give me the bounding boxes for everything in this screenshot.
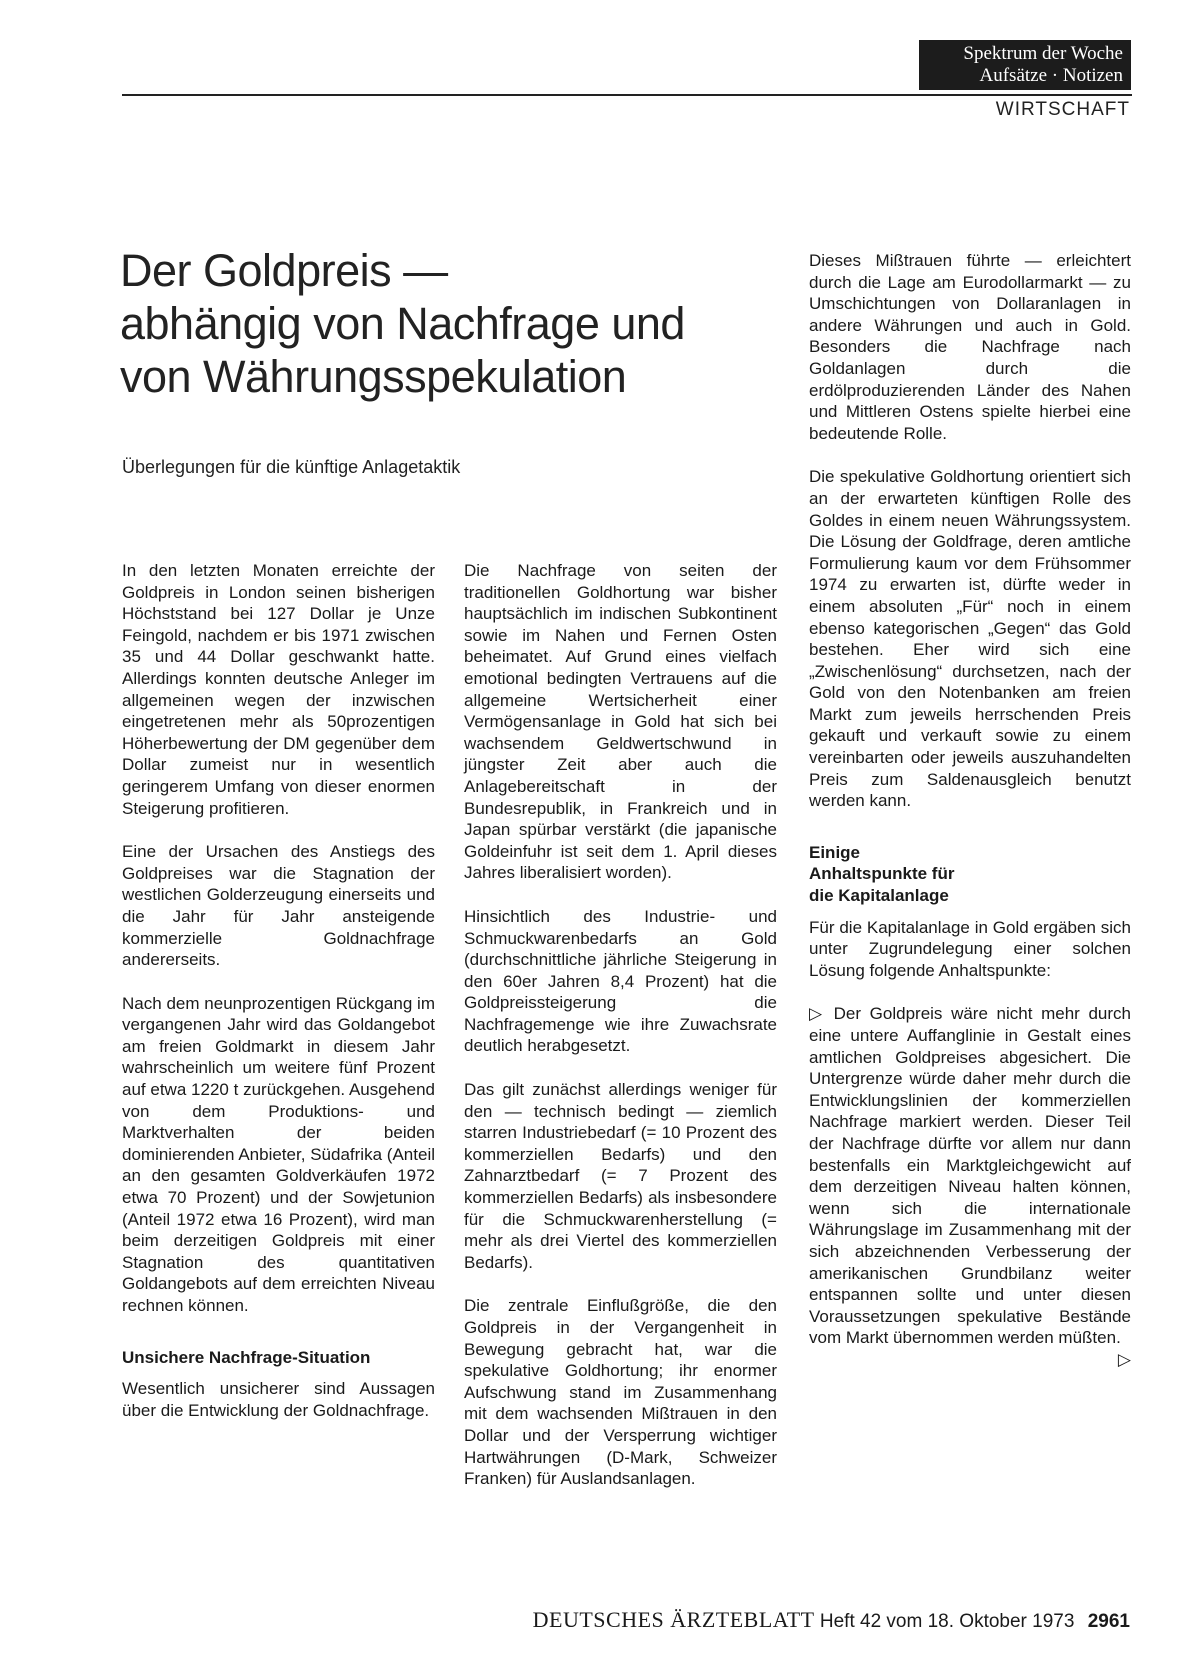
journal-name: DEUTSCHES ÄRZTEBLATT	[532, 1607, 815, 1632]
column-2	[464, 560, 777, 1512]
heading-line-3: die Kapitalanlage	[809, 886, 949, 906]
paragraph: In den letzten Monaten erreichte der Goldpreis in London seinen bisherigen Höchststand bei 127 Dollar je Unze Feingold, nachdem er bis 1971 zwischen 35 und 44 Dollar geschwankt hatte. Allerdings konnten deutsche Anleger im allgemeinen wegen der inzwischen eingetretenen mehr als 50prozentigen Höherbewertung der DM gegenüber dem Dollar zumeist nur in wesentlich geringerem Umfang von dieser enormen Steigerung profitieren.	[122, 561, 435, 818]
paragraph: Nach dem neunprozentigen Rückgang im vergangenen Jahr wird das Goldangebot am freien Goldmarkt in diesem Jahr wahrscheinlich um weitere fünf Prozent auf etwa 1220 t zurückgehen. Ausgehend von dem Produktions- und Marktverhalten der beiden dominierenden Anbieter, Südafrika (Anteil an den gesamten Goldverkäufen 1972 etwa 70 Prozent) und der Sowjetunion (Anteil 1972 etwa 16 Prozent), wird man beim derzeitigen Goldpreis mit einer Stagnation des quantitativen Goldangebots auf dem erreichten Niveau rechnen können.	[122, 993, 435, 1315]
title-line-1: Der Goldpreis —	[120, 245, 448, 296]
section-box-line1: Spektrum der Woche	[963, 43, 1123, 64]
section-label: WIRTSCHAFT	[995, 99, 1130, 120]
title-line-3: von Währungsspekulation	[120, 351, 627, 402]
issue-info: Heft 42 vom 18. Oktober 1973	[819, 1611, 1075, 1632]
bullet-paragraph	[809, 1003, 1131, 1369]
bullet-text: Der Goldpreis wäre nicht mehr durch eine untere Auffanglinie in Gestalt eines amtlichen Goldpreises abgesichert. Die Untergrenze würde daher mehr durch die Entwicklungslinien der kommerziellen Nachfrage markiert werden. Dieser Teil der Nachfrage dürfte vor allem nur dann bestenfalls ein Marktgleichgewicht auf dem derzeitigen Niveau halten können, wenn sich die internationale Währungslage im Zusammenhang mit der sich abzeichnenden Verbesserung der amerikanischen Grundbilanz weiter entspannen sollte und unter diesen Voraussetzungen spekulative Bestände vom Markt übernommen werden müßten.	[809, 1004, 1131, 1348]
heading-line-2: Anhaltspunkte für	[809, 864, 955, 884]
page-footer	[533, 1607, 1130, 1633]
paragraph: Hinsichtlich des Industrie- und Schmuckwarenbedarfs an Gold (durchschnittliche jährliche Steigerung in den 60er Jahren 8,4 Prozent) hat die Goldpreissteigerung die Nachfragemenge wie ihre Zuwachsrate deutlich herabgesetzt.	[464, 906, 777, 1056]
section-box-line2: Aufsätze · Notizen	[979, 65, 1123, 86]
heading-line-1: Einige	[809, 842, 861, 862]
paragraph: Das gilt zunächst allerdings weniger für den — technisch bedingt — ziemlich starren Industriebedarf (= 10 Prozent des kommerziellen Bedarfs) und den Zahnarztbedarf (= 7 Prozent des kommerziellen Bedarfs) als insbesondere für die Schmuckwarenherstellung (= mehr als drei Viertel des kommerziellen Bedarfs).	[464, 1080, 777, 1272]
section-heading	[809, 842, 1131, 907]
paragraph: Die spekulative Goldhortung orientiert sich an der erwarteten künftigen Rolle des Goldes in einem neuen Währungssystem. Die Lösung der Goldfrage, deren amtliche Formulierung kaum vor dem Frühsommer 1974 zu erwarten ist, dürfte weder in einem absoluten „Für“ noch in einem ebenso kategorischen „Gegen“ das Gold bestehen. Eher wird sich eine „Zwischenlösung“ durchsetzen, nach der Gold von den Notenbanken am freien Markt zum jeweils herrschenden Preis gekauft und verkauft sowie zu einem vereinbarten oder jeweils auszuhandelten Preis zum Saldenausgleich benutzt werden kann.	[809, 467, 1131, 811]
header-rule	[122, 94, 1132, 96]
section-heading: Unsichere Nachfrage-Situation	[122, 1347, 371, 1367]
column-3	[809, 250, 1131, 1371]
paragraph: Die zentrale Einflußgröße, die den Goldpreis in der Vergangenheit in Bewegung gebracht hat, war die spekulative Goldhortung; ihr enormer Aufschwung stand im Zusammenhang mit dem wachsenden Mißtrauen in den Dollar und der Versperrung wichtiger Hartwährungen (D-Mark, Schweizer Franken) für Auslandsanlagen.	[464, 1296, 777, 1489]
section-box	[919, 40, 1131, 90]
paragraph: Die Nachfrage von seiten der traditionellen Goldhortung war bisher hauptsächlich im indischen Subkontinent sowie im Nahen und Fernen Osten beheimatet. Auf Grund eines vielfach emotional bedingten Vertrauens auf die allgemeine Wertsicherheit einer Vermögensanlage in Gold hat sich bei wachsendem Geldwertschwund in jüngster Zeit aber auch die Anlagebereitschaft in der Bundesrepublik, in Frankreich und in Japan spürbar verstärkt (die japanische Goldeinfuhr ist seit dem 1. April dieses Jahres liberalisiert worden).	[464, 561, 777, 883]
article-title	[120, 244, 770, 403]
continue-triangle-icon: ▷	[1117, 1349, 1131, 1369]
paragraph: Dieses Mißtrauen führte — erleichtert durch die Lage am Eurodollarmarkt — zu Umschichtungen von Dollaranlagen in andere Währungen und auch in Gold. Besonders die Nachfrage nach Goldanlagen durch die erdölproduzierenden Länder des Nahen und Mittleren Ostens spielte hierbei eine bedeutende Rolle.	[809, 251, 1131, 443]
triangle-bullet-icon: ▷	[809, 1004, 823, 1024]
title-line-2: abhängig von Nachfrage und	[120, 298, 685, 349]
column-1	[122, 560, 435, 1443]
paragraph: Eine der Ursachen des Anstiegs des Goldpreises war die Stagnation der westlichen Golderzeugung einerseits und die Jahr für Jahr ansteigende kommerzielle Goldnachfrage andererseits.	[122, 842, 435, 970]
paragraph: Für die Kapitalanlage in Gold ergäben sich unter Zugrundelegung einer solchen Lösung folgende Anhaltspunkte:	[809, 917, 1131, 980]
article-subtitle: Überlegungen für die künftige Anlagetaktik	[122, 457, 461, 477]
paragraph: Wesentlich unsicherer sind Aussagen über die Entwicklung der Goldnachfrage.	[122, 1379, 435, 1420]
page-number: 2961	[1087, 1611, 1130, 1632]
